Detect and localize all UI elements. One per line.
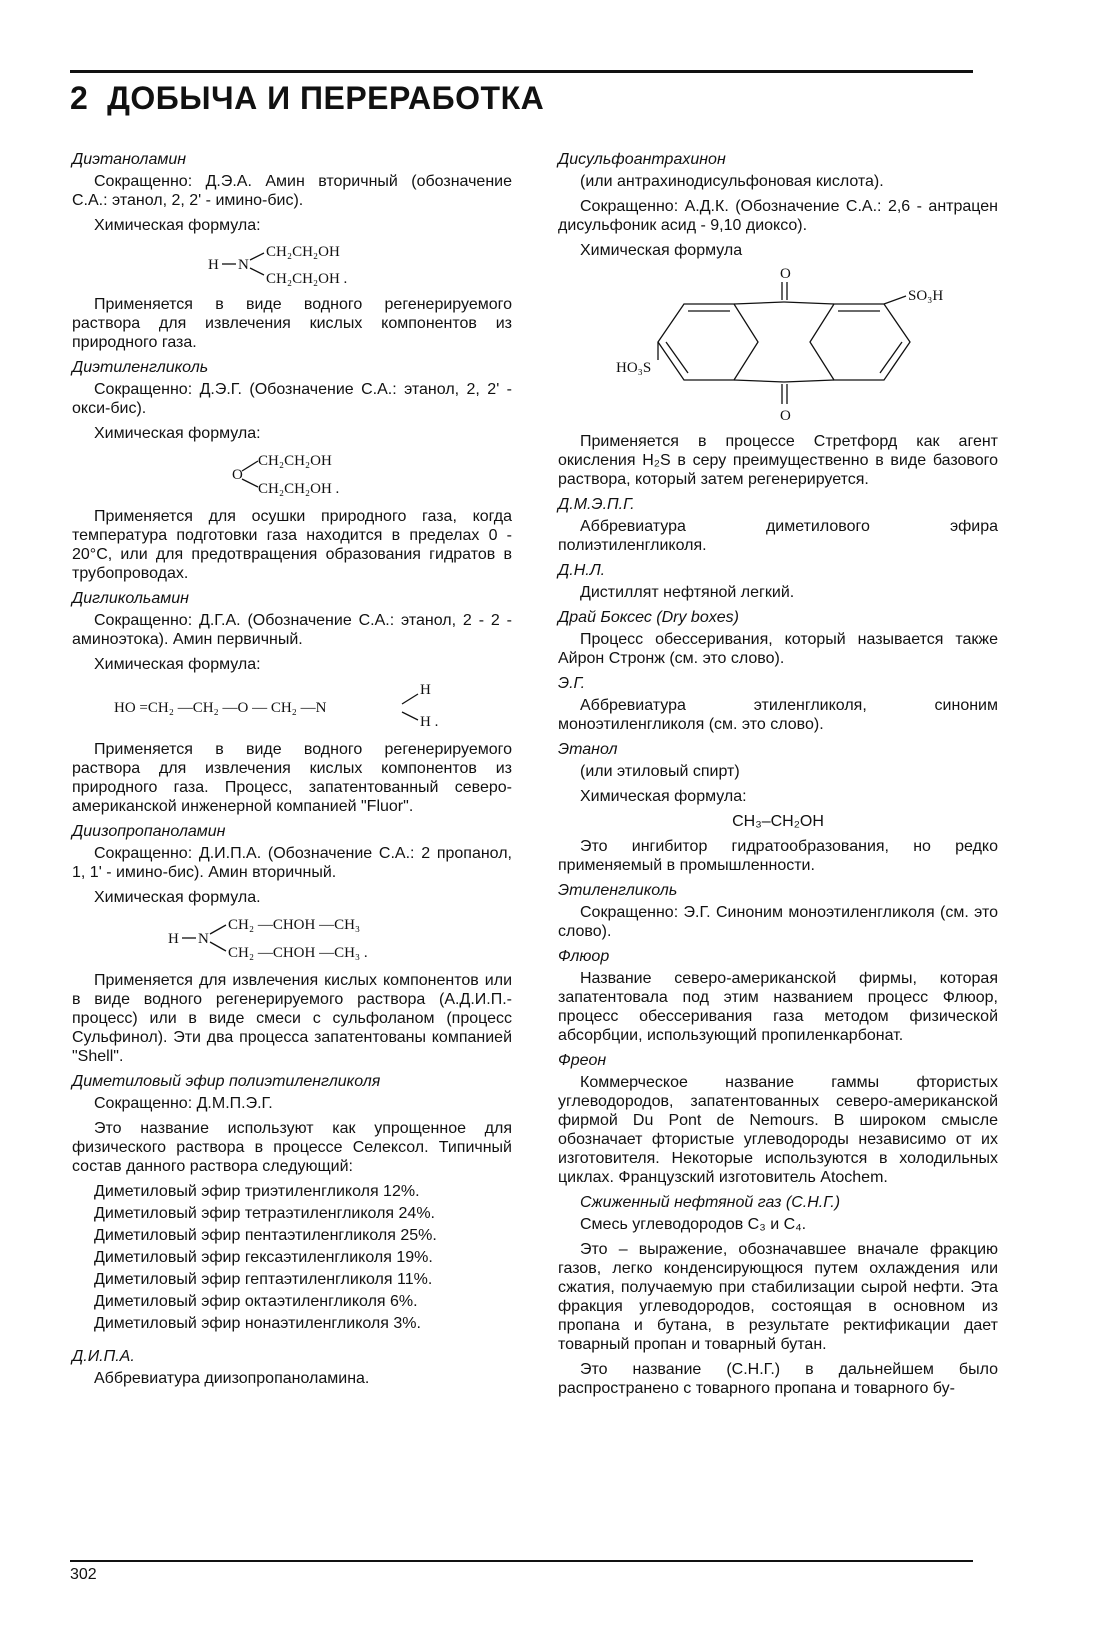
- term-disulfoanthraquinone: Дисульфоантрахинон: [558, 151, 726, 168]
- aq-left-ring: [658, 304, 758, 380]
- dea-f-h: H: [208, 257, 219, 273]
- term-eg-abbr: Э.Г.: [558, 675, 586, 692]
- term-diethylene-glycol: Диэтиленгликоль: [72, 359, 209, 376]
- aq-center-top-right: [784, 302, 834, 304]
- dipa-f-top: CH₂ —CHOH —CH₃: [228, 917, 361, 933]
- disulfo-formula: [558, 266, 998, 424]
- dipa-formula-label: Химическая формула.: [94, 889, 261, 906]
- dmpeg-description: Это название используют как упрощенное для физического раствора в процессе Селексол. Типичный состав данного раствора следующий:: [72, 1120, 512, 1175]
- deg-bond-up: [242, 461, 258, 471]
- dipa-f-bottom: CH₂ —CHOH —CH₃ .: [228, 945, 368, 961]
- term-lpg: Сжиженный нефтяной газ (С.Н.Г.): [580, 1194, 841, 1211]
- aq-o-top: O: [780, 266, 791, 282]
- dipa-abbreviation: Сокращенно: Д.И.П.А. (Обозначение С.А.: 2 пропанол, 1, 1' - имино-бис). Амин вторичный.: [72, 845, 512, 881]
- dga-f-h-top: H: [420, 682, 431, 698]
- term-ethylene-glycol: Этиленгликоль: [558, 882, 678, 899]
- deg-formula-label: Химическая формула:: [94, 425, 261, 442]
- ethanol-alt-name: (или этиловый спирт): [580, 763, 740, 780]
- term-ethanol: Этанол: [558, 741, 618, 758]
- aq-so3h-bond: [884, 296, 906, 304]
- term-dry-boxes: Драй Боксес (Dry boxes): [558, 609, 739, 626]
- dipa-formula: [72, 913, 512, 963]
- disulfo-use: Применяется в процессе Стретфорд как агент окисления H₂S в серу преимущественно в виде базового раствора, который затем регенерируется.: [558, 433, 998, 488]
- term-dnl: Д.Н.Л.: [558, 562, 606, 579]
- dga-use: Применяется в виде водного регенерируемого раствора для извлечения кислых компонентов из природного газа. Процесс, запатентованный северо-американской инженерной компанией "Fluor".: [72, 741, 512, 815]
- term-dmpeg: Диметиловый эфир полиэтиленгликоля: [72, 1073, 381, 1090]
- dipa-f-h: H: [168, 931, 179, 947]
- dmpeg-composition-list: [72, 1182, 512, 1333]
- dmepg-text: Аббревиатура диметилового эфира полиэтиленгликоля.: [558, 518, 998, 554]
- lpg-text-2: Это – выражение, обозначавшее вначале фракцию газов, легко конденсирующюся путем охлаждения или сжатия, получаемую при стабилизации сырой нефти. Эта фракция углеводородов, состоящая в основном из пропана и бутана, в результате ректификации дает товарный пропан и товарный бутан.: [558, 1241, 998, 1353]
- lpg-text-1: Смесь углеводородов C₃ и C₄.: [580, 1216, 807, 1233]
- dipa-abbr-text: Аббревиатура диизопропаноламина.: [94, 1370, 370, 1387]
- left-column: [72, 150, 512, 1394]
- aq-center-top-left: [734, 302, 784, 304]
- dga-abbreviation: Сокращенно: Д.Г.А. (Обозначение С.А.: этанол, 2 - 2 - аминоэтока). Амин первичный.: [72, 612, 512, 648]
- dry-boxes-text: Процесс обессеривания, который называется также Айрон Стронж (см. это слово).: [558, 631, 998, 667]
- fluor-text: Название северо-американской фирмы, которая запатентовала под этим названием процесс Флюор, процесс обессеривания газа методом физической абсорбции, использующий пропиленкарбонат.: [558, 970, 998, 1044]
- aq-o-bottom: O: [780, 408, 791, 424]
- deg-f-top: CH₂CH₂OH: [258, 453, 332, 469]
- dnl-text: Дистиллят нефтяной легкий.: [580, 584, 795, 601]
- dga-bond-down: [402, 712, 418, 720]
- disulfo-formula-label: Химическая формула: [580, 242, 743, 259]
- list-item: Диметиловый эфир гексаэтиленгликоля 19%.: [94, 1249, 433, 1266]
- dea-bond-up: [250, 253, 264, 260]
- aq-right-ring: [810, 304, 910, 380]
- header-rule: [70, 70, 973, 73]
- chapter-number: 2: [70, 80, 89, 116]
- dea-bond-down: [250, 268, 264, 275]
- chapter-heading: [70, 80, 544, 117]
- list-item: Диметиловый эфир октаэтиленгликоля 6%.: [94, 1293, 418, 1310]
- dga-formula-svg: [72, 680, 512, 732]
- disulfo-abbreviation: Сокращенно: А.Д.К. (Обозначение С.А.: 2,6 - антрацен дисульфоник асид - 9,10 диоксо).: [558, 198, 998, 234]
- dea-formula: [72, 241, 512, 287]
- anthraquinone-structure: [558, 266, 998, 424]
- dea-use: Применяется в виде водного регенерируемого раствора для извлечения кислых компонентов из природного газа.: [72, 296, 512, 351]
- ethanol-formula-label: Химическая формула:: [580, 788, 747, 805]
- dea-abbreviation: Сокращенно: Д.Э.А. Амин вторичный (обозначение С.А.: этанол, 2, 2' - имино-бис).: [72, 173, 512, 209]
- chapter-title: ДОБЫЧА И ПЕРЕРАБОТКА: [107, 80, 545, 116]
- dipa-bond-up: [210, 925, 226, 934]
- deg-bond-down: [242, 479, 258, 487]
- deg-use: Применяется для осушки природного газа, когда температура подготовки газа находится в пределах 0 - 20°С, или для предотвращения образования гидратов в трубопроводах.: [72, 508, 512, 582]
- aq-so3h: SO₃H: [908, 288, 944, 304]
- term-diisopropanolamine: Диизопропаноламин: [72, 823, 226, 840]
- deg-formula-svg: [72, 449, 512, 499]
- right-column: [558, 150, 998, 1404]
- dipa-use: Применяется для извлечения кислых компонентов или в виде водного регенерируемого раствора (А.Д.И.П.-процесс) или в виде смеси с сульфоланом (процесс Сульфинол). Эти два процесса запатентованы компанией "Shell".: [72, 972, 512, 1065]
- term-dipa-abbr: Д.И.П.А.: [72, 1348, 135, 1365]
- term-diethanolamine: Диэтаноламин: [72, 151, 187, 168]
- list-item: Диметиловый эфир триэтиленгликоля 12%.: [94, 1183, 420, 1200]
- dea-f-bottom: CH₂CH₂OH .: [266, 271, 348, 287]
- list-item: Диметиловый эфир тетраэтиленгликоля 24%.: [94, 1205, 435, 1222]
- ethanol-formula: CH₃–CH₂OH: [732, 813, 824, 830]
- dipa-formula-svg: [72, 913, 512, 963]
- aq-center-bottom-left: [734, 380, 784, 382]
- dga-bond-up: [402, 694, 418, 704]
- aq-ho3s: HO₃S: [616, 360, 652, 376]
- eg-text: Сокращенно: Э.Г. Синоним моноэтиленгликоля (см. это слово).: [558, 904, 998, 940]
- term-freon: Фреон: [558, 1052, 607, 1069]
- aq-center-bottom-right: [784, 380, 834, 382]
- dga-formula: [72, 680, 512, 732]
- dea-formula-label: Химическая формула:: [94, 217, 261, 234]
- dga-f-h-bottom: H .: [420, 714, 439, 730]
- dipa-f-n: N: [198, 931, 209, 947]
- term-dmepg: Д.М.Э.П.Г.: [558, 496, 635, 513]
- dea-formula-svg: [72, 241, 512, 287]
- dea-f-n: N: [238, 257, 249, 273]
- term-fluor: Флюор: [558, 948, 610, 965]
- dea-f-top: CH₂CH₂OH: [266, 244, 340, 260]
- deg-formula: [72, 449, 512, 499]
- dmpeg-abbreviation: Сокращенно: Д.М.П.Э.Г.: [94, 1095, 273, 1112]
- list-item: Диметиловый эфир нонаэтиленгликоля 3%.: [94, 1315, 421, 1332]
- list-item: Диметиловый эфир гептаэтиленгликоля 11%.: [94, 1271, 433, 1288]
- footer-rule: [70, 1560, 973, 1562]
- lpg-text-3: Это название (С.Н.Г.) в дальнейшем было распространено с товарного пропана и товарного бу-: [558, 1361, 998, 1397]
- freon-text: Коммерческое название гаммы фтористых углеводородов, запатентованных северо-американской фирмой Du Pont de Nemours. В широком смысле обозначает фтористые углеводороды независимо от их изготовителя. Некоторые используются в холодильных циклах. Французский изготовитель Atochem.: [558, 1074, 998, 1186]
- eg-abbr-text: Аббревиатура этиленгликоля, синоним моноэтиленгликоля (см. это слово).: [558, 697, 998, 733]
- page-number: 302: [70, 1566, 97, 1583]
- list-item: Диметиловый эфир пентаэтиленгликоля 25%.: [94, 1227, 437, 1244]
- dga-f-chain: HO =CH₂ —CH₂ —O — CH₂ —N: [114, 700, 327, 716]
- ethanol-text: Это ингибитор гидратообразования, но редко применяемый в промышленности.: [558, 838, 998, 874]
- deg-f-o: O: [232, 467, 243, 483]
- term-diglycolamine: Дигликольамин: [72, 590, 189, 607]
- dipa-bond-down: [210, 942, 226, 951]
- disulfo-alt-name: (или антрахинодисульфоновая кислота).: [580, 173, 884, 190]
- deg-f-bottom: CH₂CH₂OH .: [258, 481, 340, 497]
- deg-abbreviation: Сокращенно: Д.Э.Г. (Обозначение С.А.: этанол, 2, 2' - окси-бис).: [72, 381, 512, 417]
- dga-formula-label: Химическая формула:: [94, 656, 261, 673]
